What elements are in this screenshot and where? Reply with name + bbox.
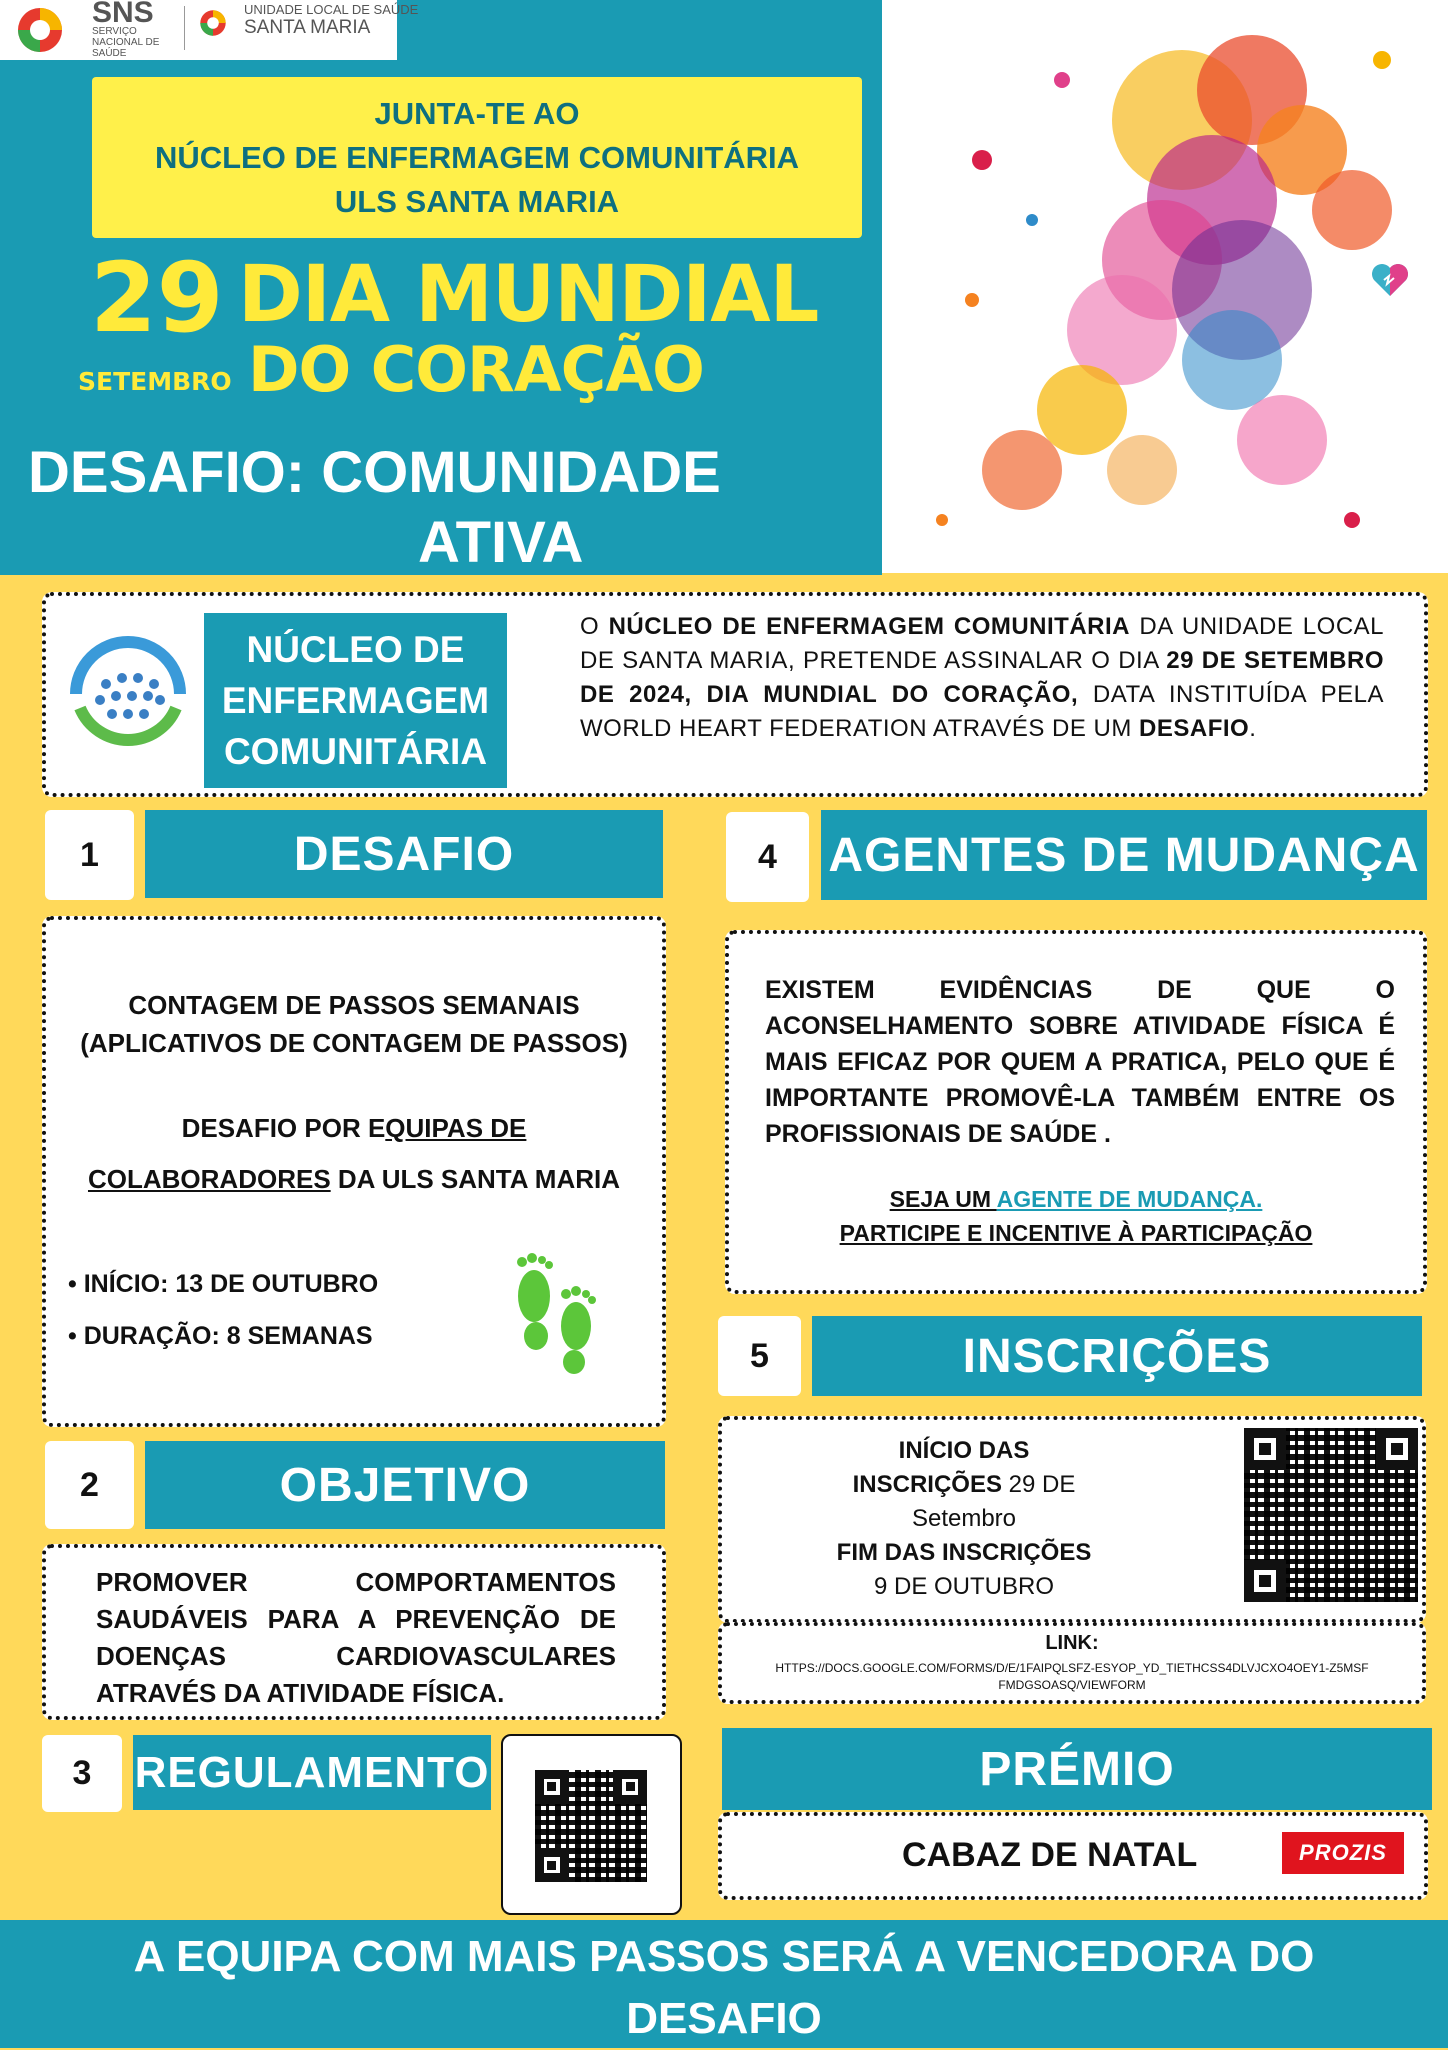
agentes-cta-line-1: SEJA UM AGENTE DE MUDANÇA. [889, 1186, 1263, 1212]
nursing-nucleus-badge: NÚCLEO DE ENFERMAGEM COMUNITÁRIA [204, 613, 507, 788]
prozis-logo: PROZIS [1282, 1832, 1404, 1874]
qr-finder [613, 1770, 647, 1804]
qr-finder [535, 1848, 569, 1882]
join-banner [92, 77, 862, 238]
premio-panel [718, 1812, 1428, 1900]
desafio-panel [42, 916, 666, 1427]
event-title-line-2: DO CORAÇÃO [248, 333, 704, 406]
runner-illustration [882, 0, 1448, 573]
regulamento-qr-code[interactable] [535, 1770, 647, 1882]
section-4-number: 4 [726, 812, 809, 902]
runner-splash-image [882, 0, 1448, 573]
section-2-title: OBJETIVO [145, 1441, 665, 1529]
sns-subtitle: SERVIÇO NACIONAL DE SAÚDE [92, 26, 160, 59]
heart-icon [1370, 262, 1410, 298]
sns-logo-icon [14, 4, 66, 56]
intro-panel [42, 592, 1428, 797]
nursing-nucleus-logo-icon [66, 632, 190, 756]
footer-banner [0, 1920, 1448, 2048]
inscricoes-dates: INÍCIO DAS INSCRIÇÕES 29 DE Setembro FIM DAS INSCRIÇÕES 9 DE OUTUBRO [836, 1437, 1092, 1600]
event-title-line-1: DIA MUNDIAL [238, 250, 819, 340]
join-line-3: ULS SANTA MARIA [334, 183, 620, 219]
footer-line-2: DESAFIO [626, 1994, 822, 2043]
section-3-number: 3 [42, 1735, 122, 1812]
inscricoes-qr-code[interactable] [1244, 1428, 1418, 1602]
desafio-team-line-1: DESAFIO POR EQUIPAS DE [181, 1113, 527, 1143]
intro-text: O NÚCLEO DE ENFERMAGEM COMUNITÁRIA DA UNIDADE LOCAL DE SANTA MARIA, PRETENDE ASSINALAR O DIA 29 DE SETEMBRO DE 2024, DIA MUNDIAL DO CORAÇÃO, DATA INSTITUÍDA PELA WORLD HEART FEDERATION ATRAVÉS DE UM DESAFIO. [580, 613, 1385, 742]
section-1-number: 1 [45, 810, 134, 900]
registration-link[interactable]: HTTPS://DOCS.GOOGLE.COM/FORMS/D/E/1FAIPQLSFZ-ESYOP_YD_TIETHCSS4DLVJCXO4OEY1-Z5MSFFMDGSOASQ/VIEWFORM [775, 1661, 1369, 1692]
qr-finder [1376, 1428, 1418, 1470]
logo-bar [0, 0, 419, 60]
section-4-title: AGENTES DE MUDANÇA [821, 810, 1427, 900]
section-5-title: INSCRIÇÕES [812, 1316, 1422, 1396]
agentes-panel [725, 930, 1427, 1294]
challenge-title-line-1: DESAFIO: COMUNIDADE [28, 440, 721, 505]
objetivo-panel [42, 1544, 666, 1720]
regulamento-qr-frame[interactable] [501, 1734, 682, 1915]
sns-wordmark: SNS [92, 0, 154, 29]
join-line-2: NÚCLEO DE ENFERMAGEM COMUNITÁRIA [154, 139, 800, 175]
desafio-bullet-1: • INÍCIO: 13 DE OUTUBRO [68, 1270, 379, 1298]
objetivo-text: PROMOVER COMPORTAMENTOS SAUDÁVEIS PARA A PREVENÇÃO DE DOENÇAS CARDIOVASCULARES ATRAVÉS DA ATIVIDADE FÍSICA. [96, 1567, 616, 1708]
section-5-number: 5 [718, 1316, 801, 1396]
desafio-team-line-2: COLABORADORES DA ULS SANTA MARIA [87, 1164, 621, 1194]
section-2-number: 2 [45, 1441, 134, 1529]
date-month: SETEMBRO [78, 367, 232, 396]
footprints-icon [506, 1244, 606, 1374]
inscricoes-panel [718, 1416, 1426, 1623]
footer-line-1: A EQUIPA COM MAIS PASSOS SERÁ A VENCEDORA DO [133, 1932, 1315, 1981]
logo-divider [184, 6, 185, 50]
premio-text: CABAZ DE NATAL [902, 1836, 1198, 1874]
desafio-bullet-2: • DURAÇÃO: 8 SEMANAS [68, 1322, 373, 1350]
section-3-title: REGULAMENTO [133, 1735, 491, 1810]
qr-finder [1244, 1428, 1286, 1470]
agentes-text: EXISTEM EVIDÊNCIAS DE QUE O ACONSELHAMENTO SOBRE ATIVIDADE FÍSICA É MAIS EFICAZ POR QUEM A PRATICA, PELO QUE É IMPORTANTE PROMOVÊ-LA TAMBÉM ENTRE OS PROFISSIONAIS DE SAÚDE . [765, 976, 1395, 1148]
uls-subtitle: UNIDADE LOCAL DE SAÚDE [244, 2, 419, 17]
link-panel [718, 1622, 1426, 1704]
desafio-line-1: CONTAGEM DE PASSOS SEMANAIS [128, 990, 580, 1020]
date-day: 29 [90, 242, 224, 354]
agentes-cta-line-2: PARTICIPE E INCENTIVE À PARTICIPAÇÃO [839, 1220, 1313, 1246]
agente-mudanca-link[interactable]: AGENTE DE MUDANÇA. [996, 1186, 1263, 1212]
qr-finder [1244, 1560, 1286, 1602]
section-1-title: DESAFIO [145, 810, 663, 898]
link-label: LINK: [1045, 1632, 1099, 1654]
premio-title: PRÉMIO [722, 1728, 1432, 1810]
uls-name: SANTA MARIA [244, 17, 371, 38]
desafio-line-2: (APLICATIVOS DE CONTAGEM DE PASSOS) [80, 1028, 628, 1058]
challenge-title-line-2: ATIVA [418, 510, 584, 575]
qr-finder [535, 1770, 569, 1804]
join-line-1: JUNTA-TE AO [374, 95, 580, 131]
uls-logo-icon [198, 8, 228, 38]
